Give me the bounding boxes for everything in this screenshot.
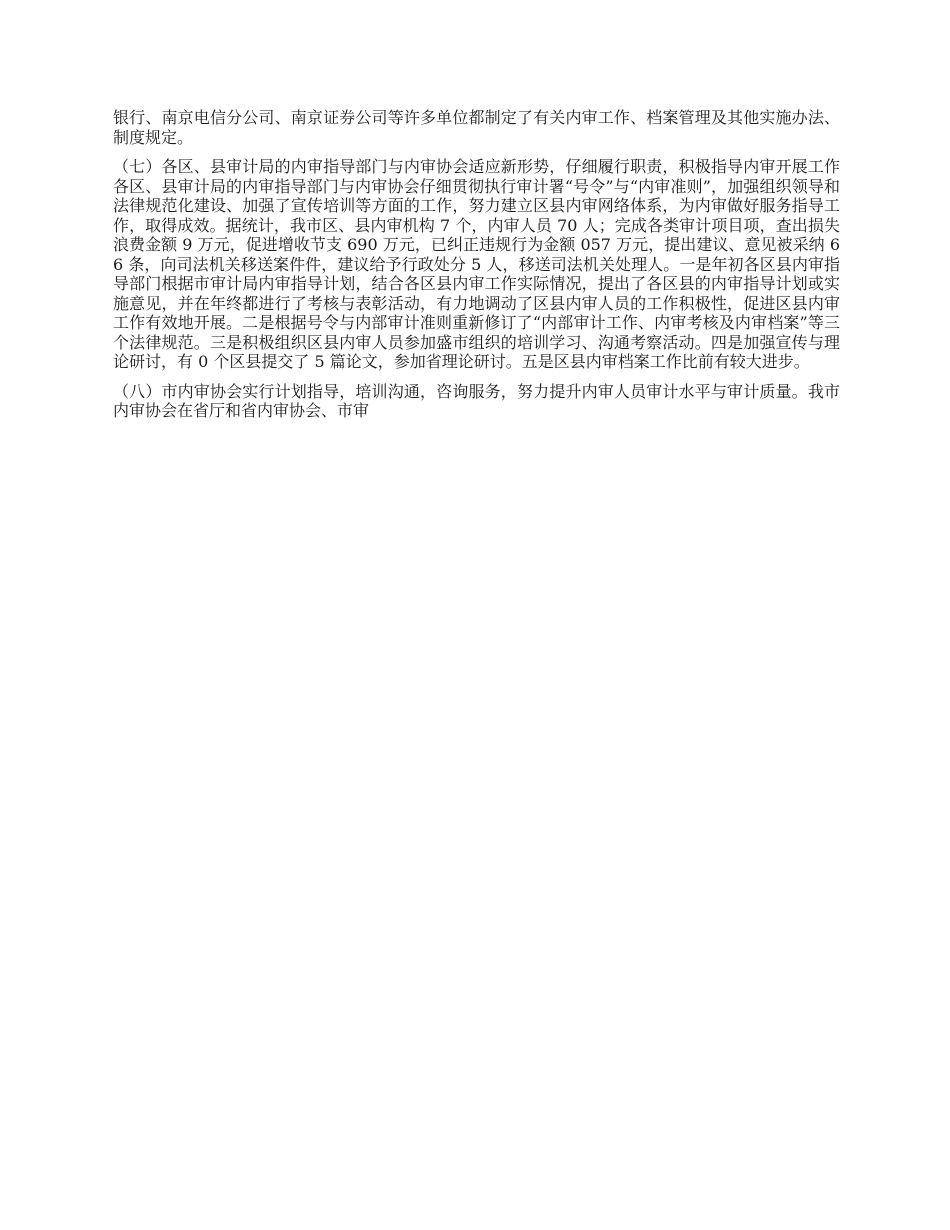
paragraph-section-seven: （七）各区、县审计局的内审指导部门与内审协会适应新形势，仔细履行职责，积极指导内审开展工作各区、县审计局的内审指导部门与内审协会仔细贯彻执行审计署“号令”与“内审准则”，加强组织领导和法律规范化建设、加强了宣传培训等方面的工作，努力建立区县内审网络体系，为内审做好服务指导工作，取得成效。据统计，我市区、县内审机构 7 个，内审人员 70 人；完成各类审计项目项，查出损失浪费金额 9 万元，促进增收节支 690 万元，已纠正违规行为金额 057 万元，提出建议、意见被采纳 66 条，向司法机关移送案件件，建议给予行政处分 5 人，移送司法机关处理人。一是年初各区县内审指导部门根据市审计局内审指导计划，结合各区县内审工作实际情况，提出了各区县的内审指导计划或实施意见，并在年终都进行了考核与表彰活动，有力地调动了区县内审人员的工作积极性，促进区县内审工作有效地开展。二是根据号令与内部审计准则重新修订了“内部审计工作、内审考核及内审档案”等三个法律规范。三是积极组织区县内审人员参加盛市组织的培训学习、沟通考察活动。四是加强宣传与理论研讨，有 0 个区县提交了 5 篇论文，参加省理论研讨。五是区县内审档案工作比前有较大进步。 [113, 157, 840, 371]
paragraph-intro-continuation: 银行、南京电信分公司、南京证券公司等许多单位都制定了有关内审工作、档案管理及其他实施办法、制度规定。 [113, 108, 840, 147]
document-body [113, 108, 840, 431]
paragraph-section-eight: （八）市内审协会实行计划指导，培训沟通，咨询服务，努力提升内审人员审计水平与审计质量。我市内审协会在省厅和省内审协会、市审 [113, 381, 840, 420]
